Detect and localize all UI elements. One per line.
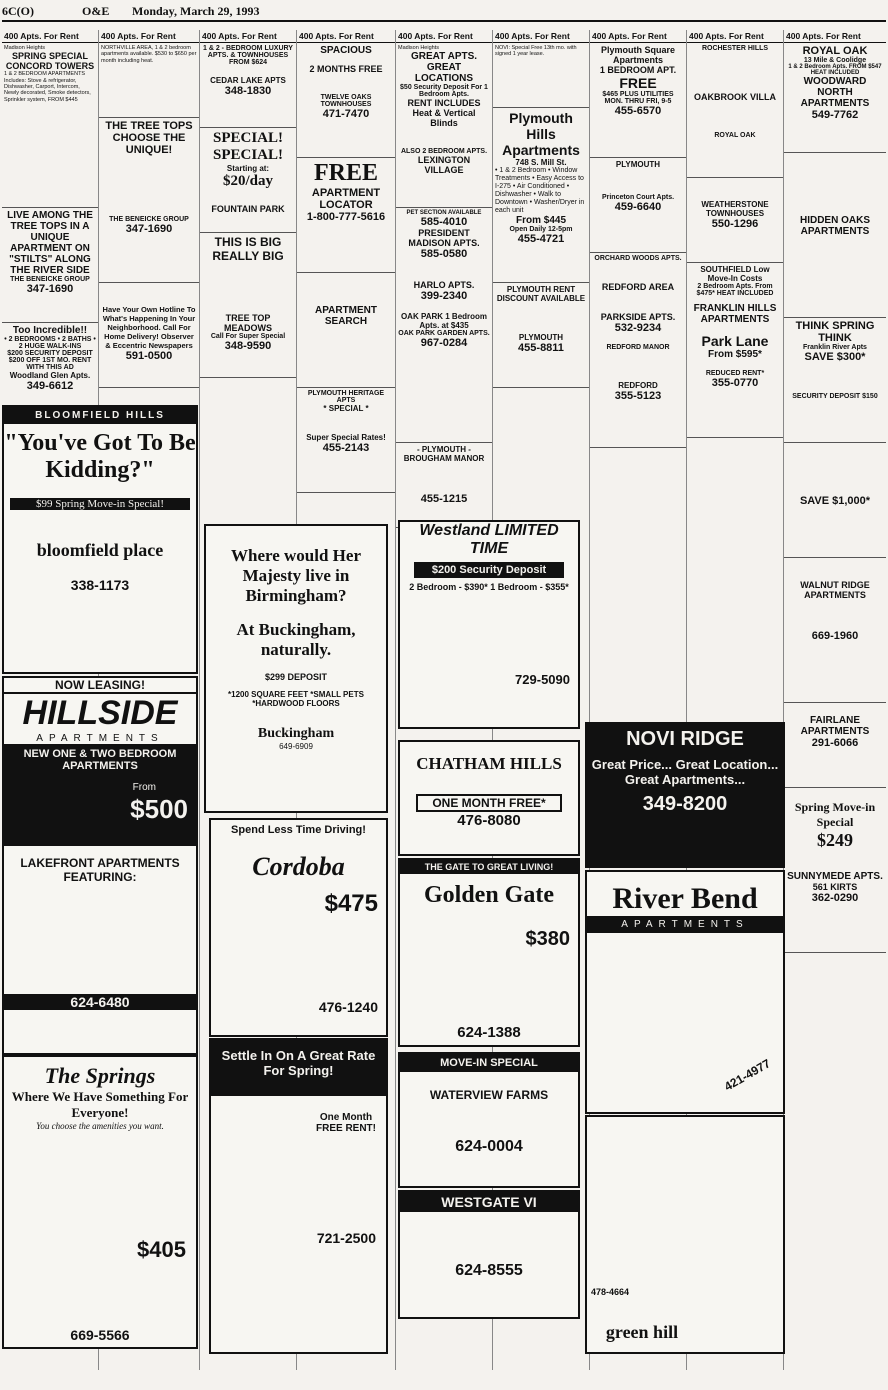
ad-text: 1 & 2 BEDROOM APARTMENTS Includes: Stove & refrigerator, Dishwasher, Carport, Intercom, Newly decorated, Smoke detectors, Sprinkler system, FROM $445 — [4, 71, 91, 103]
classified-ad — [784, 443, 886, 558]
classified-ad — [396, 443, 492, 528]
column-heading: 400 Apts. For Rent — [493, 30, 589, 43]
ad-brand: bloomfield place — [36, 540, 164, 560]
column-heading: 400 Apts. For Rent — [200, 30, 296, 43]
ad-headline: LIVE AMONG THE TREE TOPS IN A UNIQUE APARTMENT ON "STILTS" ALONG THE RIVER SIDE — [7, 210, 93, 276]
ad-headline: NEW ONE & TWO BEDROOM APARTMENTS — [4, 744, 196, 776]
ad-phone: 549-7762 — [811, 109, 859, 121]
ad-headline: FRANKLIN HILLS APARTMENTS — [693, 303, 777, 325]
ad-brand: Cordoba — [252, 852, 345, 881]
ad-company: Franklin River Apts — [803, 344, 867, 351]
ad-phone: 347-1690 — [125, 223, 173, 235]
classified-ad — [590, 158, 686, 253]
classified-ad — [2, 43, 98, 208]
buckingham-ad — [204, 524, 388, 813]
classified-ad — [784, 318, 886, 443]
classified-ad — [784, 43, 886, 153]
ad-price: $20/day — [222, 173, 273, 189]
ad-headline: REDFORD AREA — [601, 282, 675, 292]
ad-brand: WATERVIEW FARMS — [429, 1088, 549, 1102]
ad-text: $200 SECURITY DEPOSIT — [7, 350, 93, 357]
ad-text: 1 & 2 - BEDROOM LUXURY APTS. & TOWNHOUSES FROM $624 — [203, 45, 293, 66]
classified-ad — [784, 703, 886, 788]
ad-company: Princeton Court Apts. — [601, 194, 675, 201]
ad-headline: Where We Have Something For Everyone! — [11, 1089, 189, 1120]
ad-headline: FREE — [619, 75, 657, 91]
ad-text: Call For Super Special — [210, 333, 286, 340]
ad-phone: 649-6909 — [279, 742, 313, 751]
ad-headline: FAIRLANE APARTMENTS — [800, 715, 870, 737]
ad-headline: SUNNYMEDE APTS. — [787, 871, 883, 882]
ad-special: $99 Spring Move-in Special! — [10, 498, 190, 510]
ad-headline: PLYMOUTH RENT DISCOUNT AVAILABLE — [496, 285, 586, 303]
column-heading: 400 Apts. For Rent — [687, 30, 783, 43]
ad-price: From $445 — [515, 215, 567, 227]
classified-ad — [2, 208, 98, 323]
paper-name: O&E — [82, 4, 110, 18]
ad-text: 561 KIRTS — [812, 882, 858, 892]
ad-headline: Spring Move-in Special — [794, 800, 876, 829]
the-springs-ad — [2, 1055, 198, 1349]
ad-phone: 476-1240 — [318, 999, 378, 1015]
ad-phone: 362-0290 — [811, 892, 859, 904]
ad-company: FOUNTAIN PARK — [211, 204, 285, 214]
ad-brand: River Bend — [612, 882, 758, 915]
classified-ad — [200, 233, 296, 378]
ad-price: $500 — [130, 794, 188, 824]
ad-brand: WESTGATE VI — [400, 1192, 578, 1212]
ad-phone: 347-1690 — [26, 283, 74, 295]
ad-text: NORTHVILLE AREA, 1 & 2 bedroom apartments available. $530 to $650 per month including heat. — [101, 45, 197, 64]
ad-headline: Spend Less Time Driving! — [231, 824, 366, 836]
ad-phone: 721-2500 — [316, 1230, 376, 1246]
ad-headline: 2 MONTHS FREE — [309, 64, 383, 74]
ad-phone: 349-8200 — [642, 793, 728, 815]
ad-headline: SPACIOUS — [320, 45, 372, 56]
ad-phone: 669-1960 — [811, 630, 859, 642]
ad-banner: BLOOMFIELD HILLS — [4, 407, 196, 424]
ad-rates: 2 Bedroom - $390* 1 Bedroom - $355* — [409, 582, 569, 592]
ad-phone: 349-6612 — [26, 380, 74, 392]
ad-brand: HILLSIDE — [22, 694, 178, 732]
ad-headline: WALNUT RIDGE APARTMENTS — [800, 580, 870, 600]
ad-phone: 355-0770 — [711, 377, 759, 389]
classified-ad — [493, 43, 589, 108]
ad-company: HARLO APTS. — [413, 280, 475, 290]
ad-phone: 455-1215 — [420, 493, 468, 505]
ad-deposit: $200 Security Deposit — [414, 562, 564, 578]
ad-phone: 455-8811 — [518, 342, 564, 354]
ad-headline: Plymouth Hills Apartments — [502, 110, 580, 158]
ad-phone: 532-9234 — [614, 322, 662, 334]
green-hill-ad — [585, 1115, 785, 1354]
ad-price: SAVE $300* — [804, 351, 866, 363]
ad-headline: Where would Her Majesty live in Birmingham? — [230, 546, 361, 605]
ad-deposit: $299 DEPOSIT — [264, 672, 328, 682]
classified-ad — [493, 283, 589, 388]
column-heading: 400 Apts. For Rent — [2, 30, 98, 43]
ad-phone: 624-0004 — [455, 1138, 523, 1155]
ad-hours: MON. THRU FRI, 9-5 — [604, 98, 672, 105]
ad-headline: SPECIAL! SPECIAL! — [212, 130, 283, 163]
ad-headline: THE TREE TOPS CHOOSE THE UNIQUE! — [105, 120, 193, 156]
hillside-ad — [2, 676, 198, 1055]
river-bend-ad — [585, 870, 785, 1114]
ad-headline: ROYAL OAK — [802, 45, 868, 57]
ad-company: CEDAR LAKE APTS — [210, 76, 286, 85]
page-number: 6C(O) — [2, 4, 34, 18]
ad-headline: APARTMENT SEARCH — [314, 305, 378, 327]
classified-ad — [200, 43, 296, 128]
ad-headline: OAKBROOK VILLA — [694, 92, 776, 102]
ad-company: ROCHESTER HILLS — [701, 45, 769, 52]
ad-phone: 669-5566 — [70, 1327, 130, 1343]
ad-company: - PLYMOUTH - BROUGHAM MANOR — [403, 445, 485, 463]
ad-phone: 550-1296 — [711, 218, 759, 230]
ad-company: TREE TOP MEADOWS — [224, 313, 272, 333]
ad-price: From $595* — [708, 349, 762, 360]
ad-label: From — [132, 782, 156, 793]
ad-company: PRESIDENT MADISON APTS. — [408, 228, 480, 248]
ad-headline: SOUTHFIELD Low Move-In Costs — [700, 265, 770, 283]
ad-phone: 291-6066 — [811, 737, 859, 749]
ad-brand: green hill — [605, 1322, 679, 1342]
column-heading: 400 Apts. For Rent — [99, 30, 199, 43]
classified-ad — [396, 43, 492, 208]
ad-brand: NOVI RIDGE — [626, 728, 744, 750]
ad-special: One Month FREE RENT! — [316, 1112, 376, 1134]
bloomfield-place-ad — [2, 405, 198, 674]
classified-ad — [297, 43, 395, 158]
novi-ridge-ad — [585, 722, 785, 868]
ad-phone: 455-4721 — [517, 233, 565, 246]
classified-ad — [200, 128, 296, 233]
ad-headline: LAKEFRONT APARTMENTS FEATURING: — [20, 856, 180, 884]
ad-headline: Too Incredible!! — [12, 325, 88, 336]
ad-text: ALSO 2 BEDROOM APTS. — [400, 148, 488, 156]
ad-company: Woodland Glen Apts. — [9, 371, 91, 380]
classified-ad — [396, 208, 492, 443]
classified-ad — [99, 283, 199, 388]
ad-headline: CONCORD TOWERS — [5, 61, 95, 72]
ad-company: WOODWARD NORTH APARTMENTS — [800, 76, 870, 109]
ad-headline: 1 BEDROOM APT. — [599, 65, 677, 75]
ad-phone: 476-8080 — [457, 812, 521, 829]
ad-text: REDUCED RENT* — [705, 370, 765, 377]
ad-headline: THIS IS BIG REALLY BIG — [212, 235, 284, 263]
ad-phone: 729-5090 — [515, 672, 570, 687]
ad-company: OAK PARK GARDEN APTS. — [398, 330, 490, 337]
ad-headline: RENT INCLUDES Heat & Vertical Blinds — [407, 98, 481, 129]
classified-ad — [590, 43, 686, 158]
classified-ad — [687, 178, 783, 263]
classified-ad — [687, 43, 783, 178]
classified-ad — [784, 153, 886, 318]
column-heading: 400 Apts. For Rent — [590, 30, 686, 43]
ad-company: THE BENEICKE GROUP — [10, 276, 90, 283]
ad-headline: SPRING SPECIAL — [11, 51, 88, 62]
ad-brand: Westland LIMITED TIME — [419, 522, 559, 557]
issue-date: Monday, March 29, 1993 — [132, 4, 260, 18]
ad-company: PARKSIDE APTS. — [600, 312, 676, 322]
ad-text: Madison Heights — [398, 45, 439, 51]
ad-headline: At Buckingham, naturally. — [236, 620, 356, 659]
classified-ad — [297, 273, 395, 388]
westgate-vi-ad — [398, 1190, 580, 1319]
ad-phone: 348-9590 — [224, 340, 272, 352]
ad-text: Starting at: — [226, 164, 270, 173]
ad-headline: PLYMOUTH — [518, 333, 564, 342]
ad-text: You choose the amenities you want. — [36, 1121, 164, 1131]
page-header — [2, 2, 886, 22]
ad-phone: 967-0284 — [420, 337, 468, 349]
ad-subtitle: APARTMENTS — [587, 916, 783, 933]
hunters-west-ad — [209, 1038, 388, 1354]
ad-headline: APARTMENT LOCATOR — [311, 187, 381, 211]
classified-ad — [297, 388, 395, 493]
cordoba-ad — [209, 818, 388, 1037]
ad-text: Super Special Rates! — [306, 433, 386, 442]
ad-headline: FREE — [313, 160, 378, 186]
ad-phone: 585-0580 — [420, 248, 468, 260]
ad-text: NOVI: Special Free 13th mo. with signed 1 year lease. — [495, 45, 577, 58]
ad-text: $50 Security Deposit For 1 Bedroom Apts. — [400, 84, 488, 99]
ad-text: 13 Mile & Coolidge — [803, 57, 867, 64]
ad-company: OAK PARK 1 Bedroom Apts. at $435 — [400, 312, 488, 330]
ad-headline: Park Lane — [701, 333, 769, 349]
ad-phone: 338-1173 — [70, 577, 130, 593]
ad-text: $200 OFF 1ST MO. RENT WITH THIS AD — [8, 357, 92, 371]
ad-brand: CHATHAM HILLS — [416, 754, 562, 773]
ad-brand: The Springs — [44, 1063, 156, 1088]
ad-phone: 421-4977 — [722, 1056, 774, 1094]
ad-phone: 585-4010 — [420, 216, 468, 228]
ad-text: SECURITY DEPOSIT $150 — [792, 393, 878, 400]
ad-headline: Plymouth Square Apartments — [600, 45, 675, 65]
ad-phone: 624-1388 — [457, 1024, 521, 1041]
ad-price: $380 — [525, 928, 570, 950]
ad-features: *1200 SQUARE FEET *SMALL PETS *HARDWOOD FLOORS — [228, 690, 364, 708]
ad-text: 1 & 2 Bedroom Apts. FROM $547 HEAT INCLUDED — [788, 64, 882, 76]
classified-ad — [99, 43, 199, 118]
ad-headline: THINK SPRING THINK — [795, 320, 875, 344]
ad-text: 2 Bedroom Apts. From $475* HEAT INCLUDED — [696, 283, 774, 297]
ad-phone: 624-8555 — [455, 1262, 523, 1279]
ad-phone: 399-2340 — [420, 290, 468, 302]
ad-phone: 471-7470 — [322, 108, 370, 120]
ad-headline: "You've Got To Be Kidding?" — [4, 430, 196, 483]
ad-phone: 1-800-777-5616 — [306, 211, 386, 223]
ad-headline: * SPECIAL * — [323, 404, 369, 413]
ad-phone: 455-6570 — [614, 105, 662, 117]
classified-ad — [687, 263, 783, 438]
ad-headline: HIDDEN OAKS APARTMENTS — [799, 215, 870, 237]
ad-phone: 624-6480 — [4, 994, 196, 1010]
ad-headline: WEATHERSTONE TOWNHOUSES — [701, 200, 769, 218]
ad-headline: THE GATE TO GREAT LIVING! — [400, 860, 578, 874]
ad-text: 748 S. Mill St. — [515, 158, 567, 167]
classified-ad — [590, 253, 686, 448]
ad-brand: Golden Gate — [424, 882, 554, 908]
golden-gate-ad — [398, 858, 580, 1047]
ad-brand: Buckingham — [257, 726, 335, 741]
ad-headline: PLYMOUTH — [615, 160, 661, 169]
ad-banner: MOVE-IN SPECIAL — [400, 1054, 578, 1072]
ad-text: • 1 & 2 Bedroom • Window Treatments • Easy Access to I-275 • Air Conditioned • Dishwasher • Walk to Downtown • Washer/Dryer in each unit — [495, 167, 585, 215]
ad-company: REDFORD MANOR — [606, 344, 670, 351]
waterview-farms-ad — [398, 1052, 580, 1188]
ad-price: $465 PLUS UTILITIES — [602, 91, 674, 98]
ad-hours: Open Daily 12-5pm — [509, 226, 573, 234]
ad-phone: 348-1830 — [224, 85, 272, 97]
classified-ad — [99, 118, 199, 283]
ad-text: Have Your Own Hotline To What's Happening In Your Neighborhood. Call For Home Delivery! Observer & Eccentric Newspapers — [102, 305, 196, 350]
column-heading: 400 Apts. For Rent — [396, 30, 492, 43]
ad-special: ONE MONTH FREE* — [416, 794, 562, 812]
ad-headline: Settle In On A Great Rate For Spring! — [211, 1040, 386, 1096]
ad-price: $475 — [324, 890, 378, 917]
ad-price: $249 — [817, 830, 853, 850]
ad-map — [4, 776, 196, 846]
ad-text: Madison Heights — [4, 45, 45, 51]
ad-text: PET SECTION AVAILABLE — [406, 210, 482, 216]
ad-company: THE BENEICKE GROUP — [109, 216, 189, 223]
ad-price: SAVE $1,000* — [799, 495, 871, 507]
column-heading: 400 Apts. For Rent — [297, 30, 395, 43]
column-9 — [784, 30, 886, 1370]
classified-ad — [493, 108, 589, 283]
ad-price: $405 — [137, 1237, 186, 1262]
ad-phone: 355-5123 — [614, 390, 662, 402]
column-heading: 400 Apts. For Rent — [784, 30, 886, 43]
ad-headline: GREAT APTS. GREAT LOCATIONS — [410, 51, 478, 85]
ad-phone: 591-0500 — [125, 350, 173, 362]
chatham-hills-ad — [398, 740, 580, 856]
westland-glenwood-ad — [398, 520, 580, 729]
classified-ad — [297, 158, 395, 273]
ad-company: ROYAL OAK — [714, 132, 756, 139]
classified-ad — [784, 558, 886, 703]
ad-text: • 2 BEDROOMS • 2 BATHS • 2 HUGE WALK-INS — [4, 336, 96, 350]
ad-headline: Great Price... Great Location... Great Apartments... — [591, 757, 779, 787]
ad-company: REDFORD — [618, 381, 658, 390]
classified-ad — [784, 788, 886, 953]
ad-company: TWELVE OAKS TOWNHOUSES — [320, 94, 372, 108]
ad-company: ORCHARD WOODS APTS. — [594, 255, 682, 262]
ad-banner: NOW LEASING! — [4, 678, 196, 694]
ad-phone: 459-6640 — [614, 201, 662, 213]
ad-subtitle: APARTMENTS — [36, 733, 164, 744]
ad-phone: 478-4664 — [591, 1287, 630, 1297]
ad-company: PLYMOUTH HERITAGE APTS — [307, 390, 385, 404]
ad-company: LEXINGTON VILLAGE — [417, 155, 471, 176]
ad-phone: 455-2143 — [322, 442, 370, 454]
